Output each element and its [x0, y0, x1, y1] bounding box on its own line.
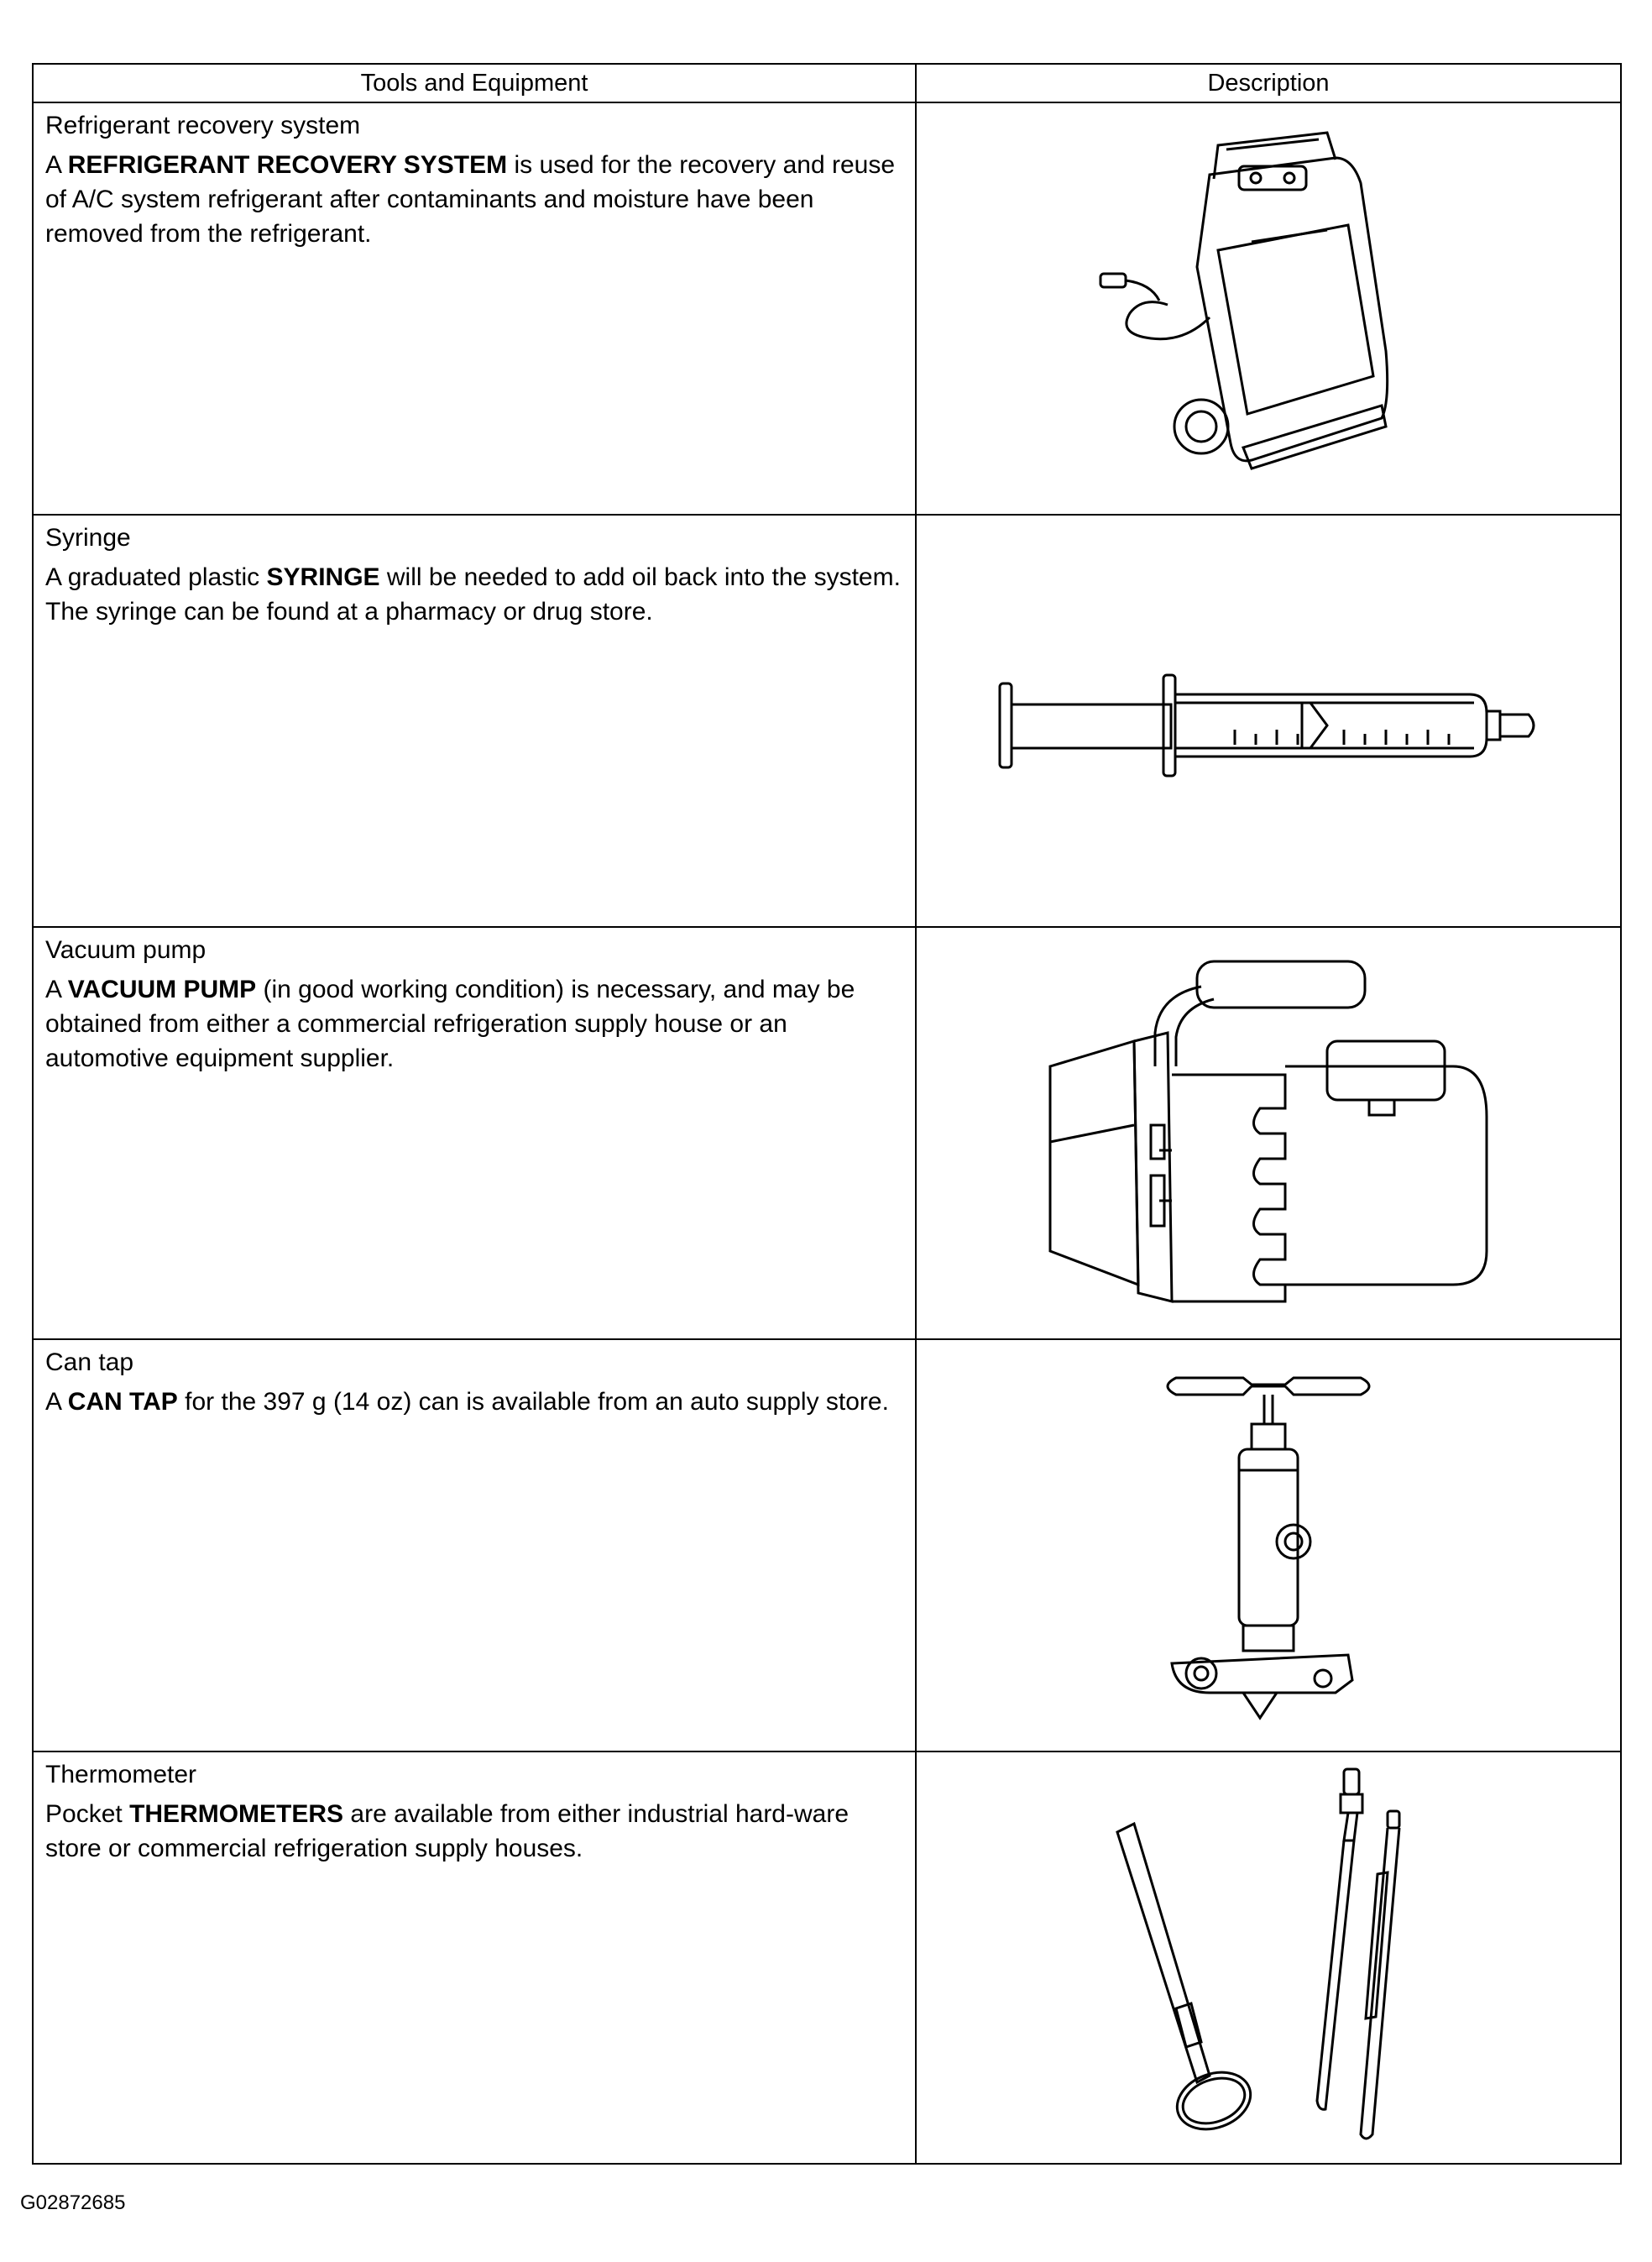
table-row [33, 102, 1621, 515]
table-row [33, 1339, 1621, 1751]
tool-keyword: SYRINGE [266, 563, 380, 591]
syringe-icon [991, 637, 1545, 805]
table-row [33, 927, 1621, 1339]
tool-description: A graduated plastic SYRINGE will be needed to add oil back into the system. The syringe can be found at a pharmacy or drug store. [45, 563, 901, 626]
refrigerant-recovery-machine-icon [1084, 124, 1453, 494]
tool-text-cell [33, 1751, 916, 2164]
can-tap-icon [1142, 1361, 1394, 1731]
illustration-cell [916, 515, 1621, 927]
header-row [33, 64, 1621, 102]
tool-name: Vacuum pump [45, 936, 206, 964]
tool-description: A REFRIGERANT RECOVERY SYSTEM is used for the recovery and reuse of A/C system refrigerant after contaminants and moisture have been removed from the refrigerant. [45, 151, 896, 248]
tool-keyword: REFRIGERANT RECOVERY SYSTEM [67, 151, 508, 179]
vacuum-pump-icon [1033, 949, 1503, 1318]
thermometer-icon [1092, 1765, 1445, 2151]
tool-keyword: VACUUM PUMP [67, 976, 257, 1003]
tool-keyword: THERMOMETERS [129, 1800, 344, 1828]
tool-name: Refrigerant recovery system [45, 112, 361, 139]
tools-table [32, 63, 1622, 2165]
tool-text-cell [33, 1339, 916, 1751]
tool-description: A CAN TAP for the 397 g (14 oz) can is available from an auto supply store. [45, 1388, 889, 1416]
figure-id: G02872685 [20, 2191, 126, 2214]
illustration-cell [916, 1339, 1621, 1751]
illustration-cell [916, 927, 1621, 1339]
table-row [33, 1751, 1621, 2164]
table-row [33, 515, 1621, 927]
header-tools: Tools and Equipment [33, 64, 916, 102]
header-description: Description [916, 64, 1621, 102]
tool-text-cell [33, 515, 916, 927]
tool-text-cell [33, 102, 916, 515]
tool-description: Pocket THERMOMETERS are available from either industrial hard-ware store or commercial refrigeration supply houses. [45, 1800, 850, 1862]
illustration-cell [916, 1751, 1621, 2164]
tool-keyword: CAN TAP [67, 1388, 178, 1416]
tool-description: A VACUUM PUMP (in good working condition) is necessary, and may be obtained from either a commercial refrigeration supply house or an automotive equipment supplier. [45, 976, 855, 1072]
tool-name: Syringe [45, 524, 131, 552]
tool-name: Thermometer [45, 1761, 197, 1788]
tool-text-cell [33, 927, 916, 1339]
illustration-cell [916, 102, 1621, 515]
tool-name: Can tap [45, 1348, 134, 1376]
